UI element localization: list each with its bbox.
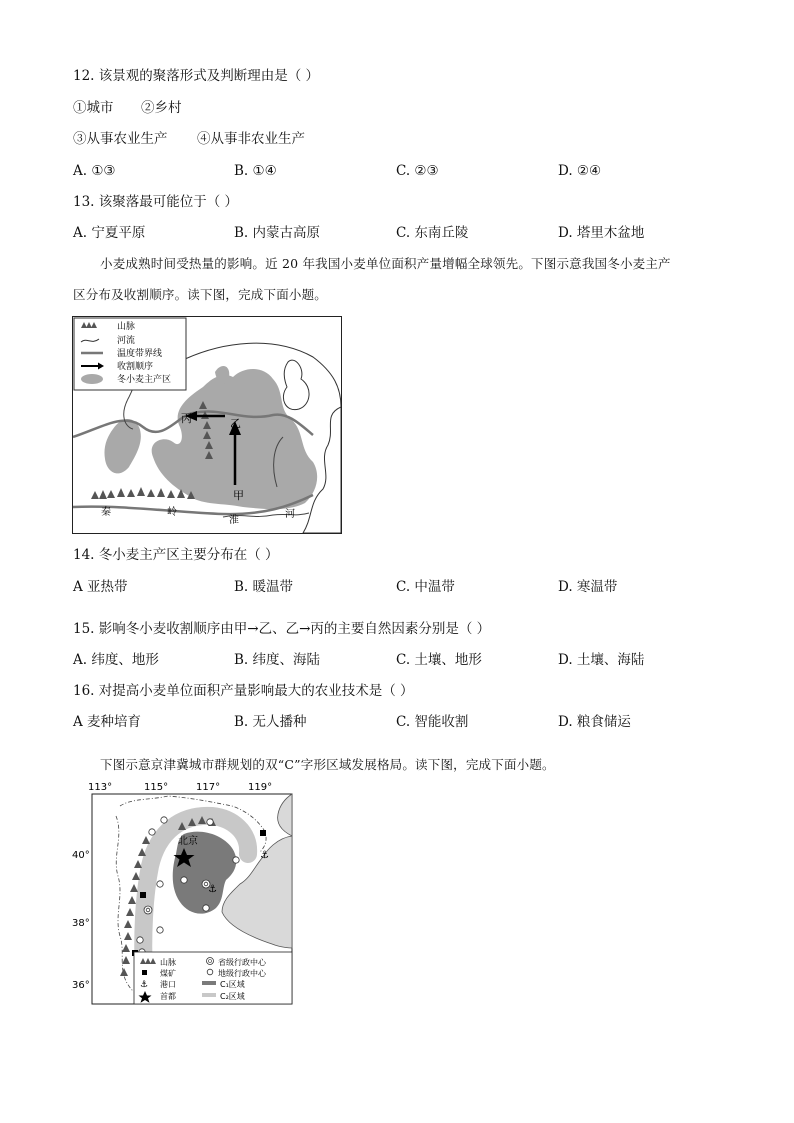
legend2-port: 港口 <box>160 980 176 989</box>
q15-option-b: B. 纬度、海陆 <box>234 652 321 668</box>
svg-text:⚓: ⚓ <box>208 884 217 895</box>
q16-option-a: A 麦种培育 <box>73 714 142 730</box>
q16-option-d: D. 粮食储运 <box>558 714 631 730</box>
beijing-label: 北京 <box>178 836 198 847</box>
legend2-capital: 首都 <box>160 992 176 1001</box>
legend2-provincial: 省级行政中心 <box>218 958 266 967</box>
lon-115: 115° <box>144 782 169 793</box>
q12-item-4: ④从事非农业生产 <box>197 131 305 147</box>
label-qin: 秦 <box>101 507 111 518</box>
legend-temp-line: 温度带界线 <box>117 349 163 359</box>
q15-option-d: D. 土壤、海陆 <box>558 652 645 668</box>
legend-prefecture-icon <box>207 969 213 975</box>
q12-option-a: A. ①③ <box>73 163 116 179</box>
lat-38: 38° <box>72 918 90 929</box>
q13-option-b: B. 内蒙古高原 <box>234 225 321 241</box>
q13-option-d: D. 塔里木盆地 <box>558 225 645 241</box>
legend2-mountain: 山脉 <box>160 958 176 967</box>
q14-option-c: C. 中温带 <box>396 579 455 595</box>
lon-119: 119° <box>248 782 273 793</box>
label-he: 河 <box>285 509 295 520</box>
wheat-map-graphic <box>73 317 341 533</box>
q13-stem: 13. 该聚落最可能位于（ ） <box>73 194 239 210</box>
jingjinji-map <box>72 776 298 1008</box>
q12-option-d: D. ②④ <box>558 163 602 179</box>
q14-stem: 14. 冬小麦主产区主要分布在（ ） <box>73 547 279 563</box>
legend2-c1: C₁区域 <box>220 980 245 989</box>
q12-stem: 12. 该景观的聚落形式及判断理由是（ ） <box>73 68 320 84</box>
legend2-c2: C₂区域 <box>220 992 245 1001</box>
legend-river: 河流 <box>117 336 136 346</box>
legend-coal-icon <box>142 970 147 975</box>
passage2-line1: 下图示意京津冀城市群规划的双“C”字形区域发展格局。读下图，完成下面小题。 <box>100 757 555 772</box>
lat-40: 40° <box>72 850 90 861</box>
q15-option-c: C. 土壤、地形 <box>396 652 482 668</box>
label-huai: 淮 <box>229 515 239 526</box>
q16-option-b: B. 无人播种 <box>234 714 307 730</box>
passage1-line2: 区分布及收割顺序。读下图，完成下面小题。 <box>73 287 328 302</box>
q15-stem: 15. 影响冬小麦收割顺序由甲→乙、乙→丙的主要自然因素分别是（ ） <box>73 621 491 637</box>
wheat-map <box>72 316 342 534</box>
q14-option-a: A 亚热带 <box>73 579 128 595</box>
q12-item-1: ①城市 <box>73 100 114 116</box>
legend2-coal: 煤矿 <box>160 969 176 978</box>
q14-option-b: B. 暖温带 <box>234 579 294 595</box>
legend-wheat-area: 冬小麦主产区 <box>117 375 172 385</box>
lat-36: 36° <box>72 980 90 991</box>
q12-item-3: ③从事农业生产 <box>73 131 168 147</box>
lon-113: 113° <box>88 782 113 793</box>
jingjinji-map-graphic <box>72 776 298 1008</box>
legend-port-icon: ⚓ <box>140 980 149 990</box>
q13-option-a: A. 宁夏平原 <box>73 225 146 241</box>
legend-mountain: 山脉 <box>117 322 136 332</box>
lon-117: 117° <box>196 782 221 793</box>
q13-option-c: C. 东南丘陵 <box>396 225 469 241</box>
label-bing: 丙 <box>181 412 192 425</box>
label-jia: 甲 <box>233 489 244 502</box>
q12-option-b: B. ①④ <box>234 163 277 179</box>
q14-option-d: D. 寒温带 <box>558 579 618 595</box>
legend-wheat-area-icon <box>81 374 103 384</box>
q16-option-c: C. 智能收割 <box>396 714 469 730</box>
label-ling: 岭 <box>167 507 177 518</box>
q12-item-2: ②乡村 <box>141 100 182 116</box>
legend-harvest: 收割顺序 <box>117 362 154 372</box>
passage1-line1: 小麦成熟时间受热量的影响。近 20 年我国小麦单位面积产量增幅全球领先。下图示意我国冬小麦主产 <box>100 256 671 271</box>
legend2-prefecture: 地级行政中心 <box>218 969 266 978</box>
svg-text:⚓: ⚓ <box>260 850 269 861</box>
q16-stem: 16. 对提高小麦单位面积产量影响最大的农业技术是（ ） <box>73 683 414 699</box>
q15-option-a: A. 纬度、地形 <box>73 652 159 668</box>
q12-option-c: C. ②③ <box>396 163 439 179</box>
label-yi: 乙 <box>230 417 241 430</box>
